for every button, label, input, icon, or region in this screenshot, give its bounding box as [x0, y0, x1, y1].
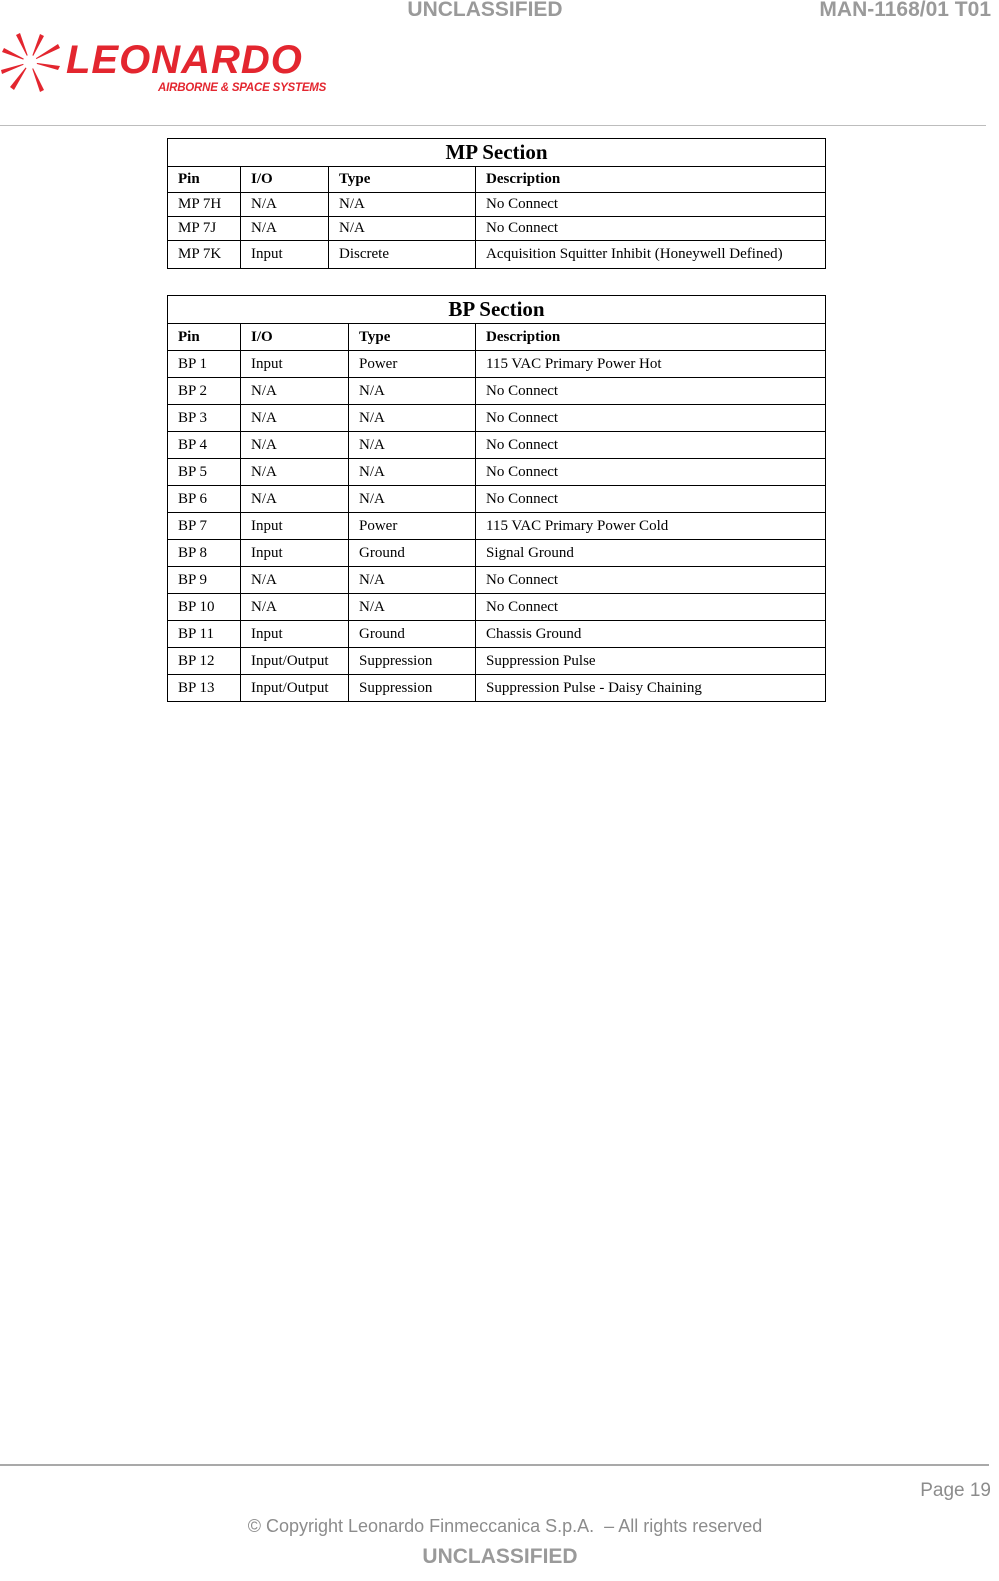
- company-logo: [0, 30, 330, 102]
- io-cell: N/A: [241, 594, 349, 621]
- type-cell: N/A: [349, 432, 476, 459]
- type-cell: N/A: [349, 378, 476, 405]
- type-cell: N/A: [349, 405, 476, 432]
- column-header-pin: Pin: [168, 167, 241, 193]
- type-cell: N/A: [329, 217, 476, 241]
- description-cell: No Connect: [476, 217, 826, 241]
- type-cell: Ground: [349, 621, 476, 648]
- column-header-io: I/O: [241, 324, 349, 351]
- description-cell: No Connect: [476, 486, 826, 513]
- column-header-description: Description: [476, 324, 826, 351]
- description-cell: Suppression Pulse: [476, 648, 826, 675]
- io-cell: N/A: [241, 459, 349, 486]
- column-header-type: Type: [329, 167, 476, 193]
- description-cell: 115 VAC Primary Power Cold: [476, 513, 826, 540]
- pin-cell: BP 5: [168, 459, 241, 486]
- type-cell: Suppression: [349, 675, 476, 702]
- io-cell: Input: [241, 621, 349, 648]
- io-cell: Input: [241, 241, 329, 269]
- bp-section-table: [167, 295, 826, 702]
- io-cell: N/A: [241, 193, 329, 217]
- type-cell: N/A: [329, 193, 476, 217]
- table-row: [168, 621, 826, 648]
- io-cell: Input/Output: [241, 675, 349, 702]
- io-cell: Input: [241, 351, 349, 378]
- pin-cell: BP 13: [168, 675, 241, 702]
- page-number: Page 19: [920, 1480, 991, 1501]
- header-document-id: MAN-1168/01 T01: [819, 0, 991, 21]
- description-cell: No Connect: [476, 594, 826, 621]
- description-cell: No Connect: [476, 193, 826, 217]
- column-header-type: Type: [349, 324, 476, 351]
- description-cell: Acquisition Squitter Inhibit (Honeywell Defined): [476, 241, 826, 269]
- description-cell: No Connect: [476, 378, 826, 405]
- pin-cell: BP 7: [168, 513, 241, 540]
- type-cell: Ground: [349, 540, 476, 567]
- table-row: [168, 459, 826, 486]
- type-cell: Power: [349, 351, 476, 378]
- logo-wordmark: LEONARDO: [66, 38, 303, 82]
- io-cell: Input: [241, 540, 349, 567]
- pin-cell: MP 7K: [168, 241, 241, 269]
- pin-cell: BP 4: [168, 432, 241, 459]
- table-row: [168, 594, 826, 621]
- io-cell: N/A: [241, 567, 349, 594]
- pin-cell: MP 7J: [168, 217, 241, 241]
- type-cell: Suppression: [349, 648, 476, 675]
- io-cell: Input: [241, 513, 349, 540]
- type-cell: Discrete: [329, 241, 476, 269]
- table-row: [168, 540, 826, 567]
- pin-cell: BP 6: [168, 486, 241, 513]
- type-cell: Power: [349, 513, 476, 540]
- logo-subtitle: AIRBORNE & SPACE SYSTEMS: [158, 82, 327, 94]
- copyright-notice: © Copyright Leonardo Finmeccanica S.p.A. – All rights reserved: [247, 1516, 763, 1536]
- description-cell: No Connect: [476, 432, 826, 459]
- pin-cell: BP 1: [168, 351, 241, 378]
- pin-cell: BP 2: [168, 378, 241, 405]
- table-title: BP Section: [168, 296, 826, 324]
- pin-cell: BP 8: [168, 540, 241, 567]
- description-cell: No Connect: [476, 405, 826, 432]
- pin-cell: BP 10: [168, 594, 241, 621]
- type-cell: N/A: [349, 486, 476, 513]
- io-cell: Input/Output: [241, 648, 349, 675]
- io-cell: N/A: [241, 486, 349, 513]
- description-cell: No Connect: [476, 567, 826, 594]
- description-cell: 115 VAC Primary Power Hot: [476, 351, 826, 378]
- table-row: [168, 351, 826, 378]
- pin-cell: BP 3: [168, 405, 241, 432]
- io-cell: N/A: [241, 432, 349, 459]
- description-cell: No Connect: [476, 459, 826, 486]
- io-cell: N/A: [241, 217, 329, 241]
- column-header-io: I/O: [241, 167, 329, 193]
- column-header-description: Description: [476, 167, 826, 193]
- table-row: [168, 648, 826, 675]
- table-row: [168, 217, 826, 241]
- leonardo-star-icon: [0, 30, 62, 94]
- type-cell: N/A: [349, 594, 476, 621]
- pin-cell: BP 9: [168, 567, 241, 594]
- description-cell: Suppression Pulse - Daisy Chaining: [476, 675, 826, 702]
- footer-classification: UNCLASSIFIED: [422, 1545, 578, 1568]
- table-row: [168, 405, 826, 432]
- footer-rule: [0, 1464, 989, 1466]
- description-cell: Chassis Ground: [476, 621, 826, 648]
- table-title: MP Section: [168, 139, 826, 167]
- table-row: [168, 567, 826, 594]
- column-header-pin: Pin: [168, 324, 241, 351]
- pin-cell: BP 11: [168, 621, 241, 648]
- table-row: [168, 378, 826, 405]
- table-row: [168, 432, 826, 459]
- table-row: [168, 241, 826, 269]
- header-rule: [0, 125, 986, 126]
- io-cell: N/A: [241, 405, 349, 432]
- pin-cell: MP 7H: [168, 193, 241, 217]
- type-cell: N/A: [349, 567, 476, 594]
- table-row: [168, 193, 826, 217]
- type-cell: N/A: [349, 459, 476, 486]
- header-classification: UNCLASSIFIED: [407, 0, 563, 21]
- pin-cell: BP 12: [168, 648, 241, 675]
- mp-section-table: [167, 138, 826, 269]
- table-row: [168, 675, 826, 702]
- table-row: [168, 486, 826, 513]
- table-row: [168, 513, 826, 540]
- io-cell: N/A: [241, 378, 349, 405]
- description-cell: Signal Ground: [476, 540, 826, 567]
